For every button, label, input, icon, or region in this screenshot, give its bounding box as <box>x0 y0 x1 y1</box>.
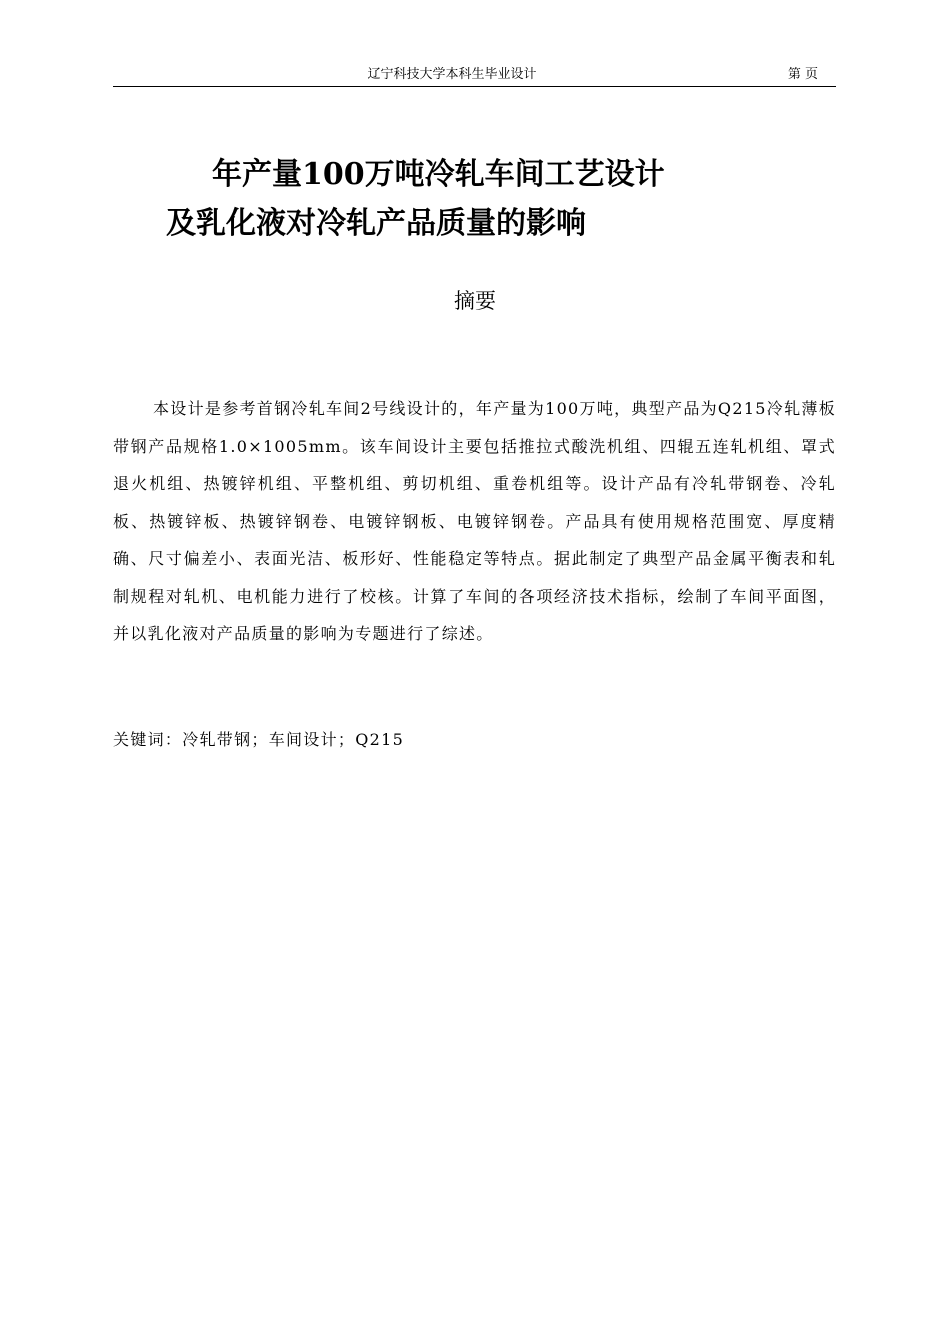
header-university-name: 辽宁科技大学本科生毕业设计 <box>367 67 537 82</box>
header-page-number: 第 页 <box>787 67 818 82</box>
thesis-title-line-1: 年产量100万吨冷轧车间工艺设计 <box>212 157 665 192</box>
keywords-line: 关键词：冷轧带钢；车间设计；Q215 <box>113 730 405 749</box>
page-header <box>113 64 836 87</box>
thesis-title-line-2: 及乳化液对冷轧产品质量的影响 <box>166 206 586 241</box>
abstract-heading: 摘要 <box>454 289 496 313</box>
abstract-body: 本设计是参考首钢冷轧车间2号线设计的，年产量为100万吨，典型产品为Q215冷轧薄板带钢产品规格1.0×1005mm。该车间设计主要包括推拉式酸洗机组、四辊五连轧机组、罩式退火机组、热镀锌机组、平整机组、剪切机组、重卷机组等。设计产品有冷轧带钢卷、冷轧板、热镀锌板、热镀锌钢卷、电镀锌钢板、电镀锌钢卷。产品具有使用规格范围宽、厚度精确、尺寸偏差小、表面光洁、板形好、性能稳定等特点。据此制定了典型产品金属平衡表和轧制规程对轧机、电机能力进行了校核。计算了车间的各项经济技术指标，绘制了车间平面图，并以乳化液对产品质量的影响为专题进行了综述。 <box>113 399 836 643</box>
